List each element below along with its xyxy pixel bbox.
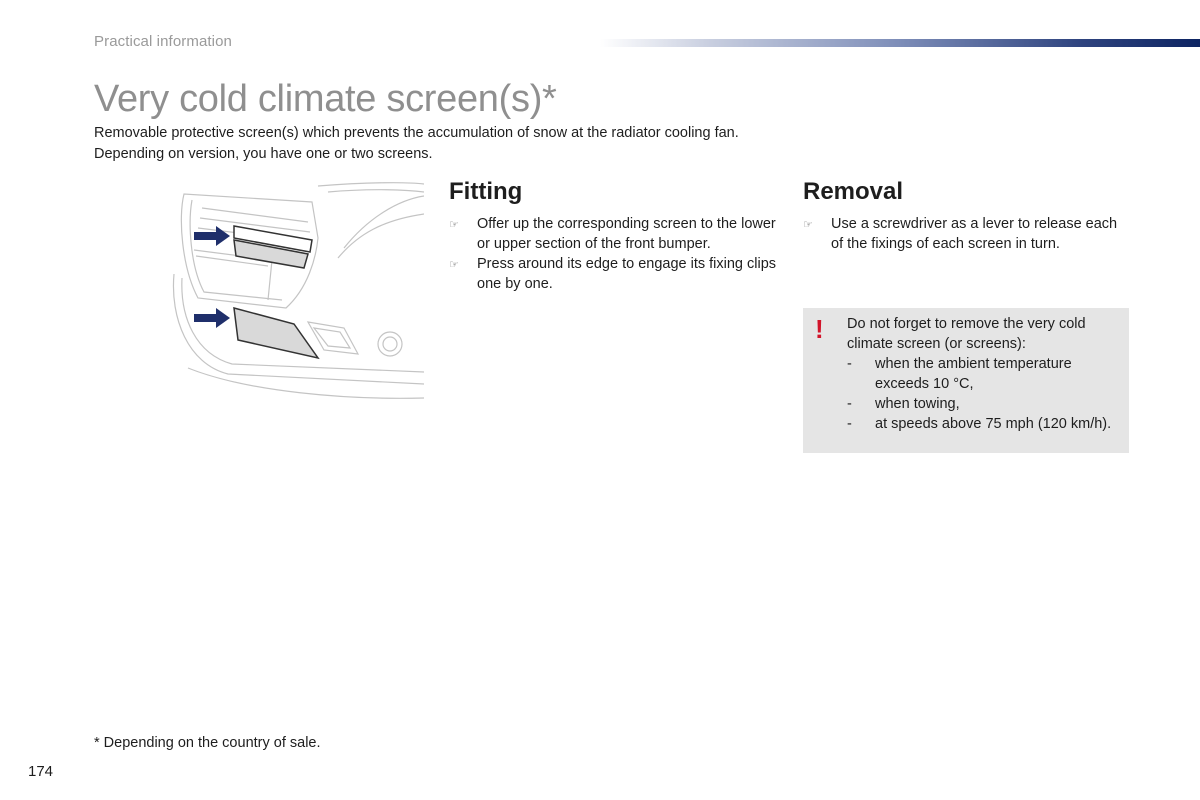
warning-condition-text: at speeds above 75 mph (120 km/h). (875, 416, 1112, 432)
section-header-label: Practical information (94, 33, 232, 50)
car-front-grille-icon (168, 178, 424, 402)
list-item (847, 414, 1125, 434)
arrow-icons (194, 226, 230, 328)
intro-text (94, 123, 854, 165)
page-number: 174 (28, 763, 54, 780)
list-item (847, 394, 1125, 414)
dash-marker: - (847, 416, 852, 432)
upper-screen (234, 226, 312, 268)
list-item (847, 354, 1125, 394)
list-item (449, 254, 779, 294)
removal-section (803, 178, 1133, 254)
removal-steps (803, 214, 1133, 254)
intro-line-2: Depending on version, you have one or two screens. (94, 146, 433, 162)
fitting-step-text: Offer up the corresponding screen to the lower or upper section of the front bumper. (477, 216, 776, 252)
intro-line-1: Removable protective screen(s) which prevents the accumulation of snow at the radiator cooling fan. (94, 125, 739, 141)
fitting-section (449, 178, 779, 294)
dash-marker: - (847, 356, 852, 372)
hand-pointer-icon: ☞ (449, 258, 459, 271)
page-title: Very cold climate screen(s)* (94, 78, 557, 120)
hand-pointer-icon: ☞ (449, 218, 459, 231)
warning-conditions (847, 354, 1125, 434)
dash-marker: - (847, 396, 852, 412)
warning-condition-text: when towing, (875, 396, 960, 412)
warning-intro: Do not forget to remove the very cold climate screen (or screens): (847, 316, 1086, 352)
warning-condition-text: when the ambient temperature exceeds 10 °C, (875, 356, 1072, 392)
lower-screen (234, 308, 318, 358)
list-item (449, 214, 779, 254)
warning-text (847, 314, 1125, 434)
header-gradient-bar (600, 39, 1200, 47)
list-item (803, 214, 1133, 254)
footnote: * Depending on the country of sale. (94, 735, 321, 751)
car-front-illustration (168, 178, 424, 402)
hand-pointer-icon: ☞ (803, 218, 813, 231)
removal-heading: Removal (803, 178, 904, 205)
removal-step-text: Use a screwdriver as a lever to release each of the fixings of each screen in turn. (831, 216, 1118, 252)
fitting-step-text: Press around its edge to engage its fixing clips one by one. (477, 256, 777, 292)
warning-icon: ! (815, 314, 824, 344)
warning-box (803, 308, 1129, 453)
fitting-heading: Fitting (449, 178, 523, 205)
fitting-steps (449, 214, 779, 294)
